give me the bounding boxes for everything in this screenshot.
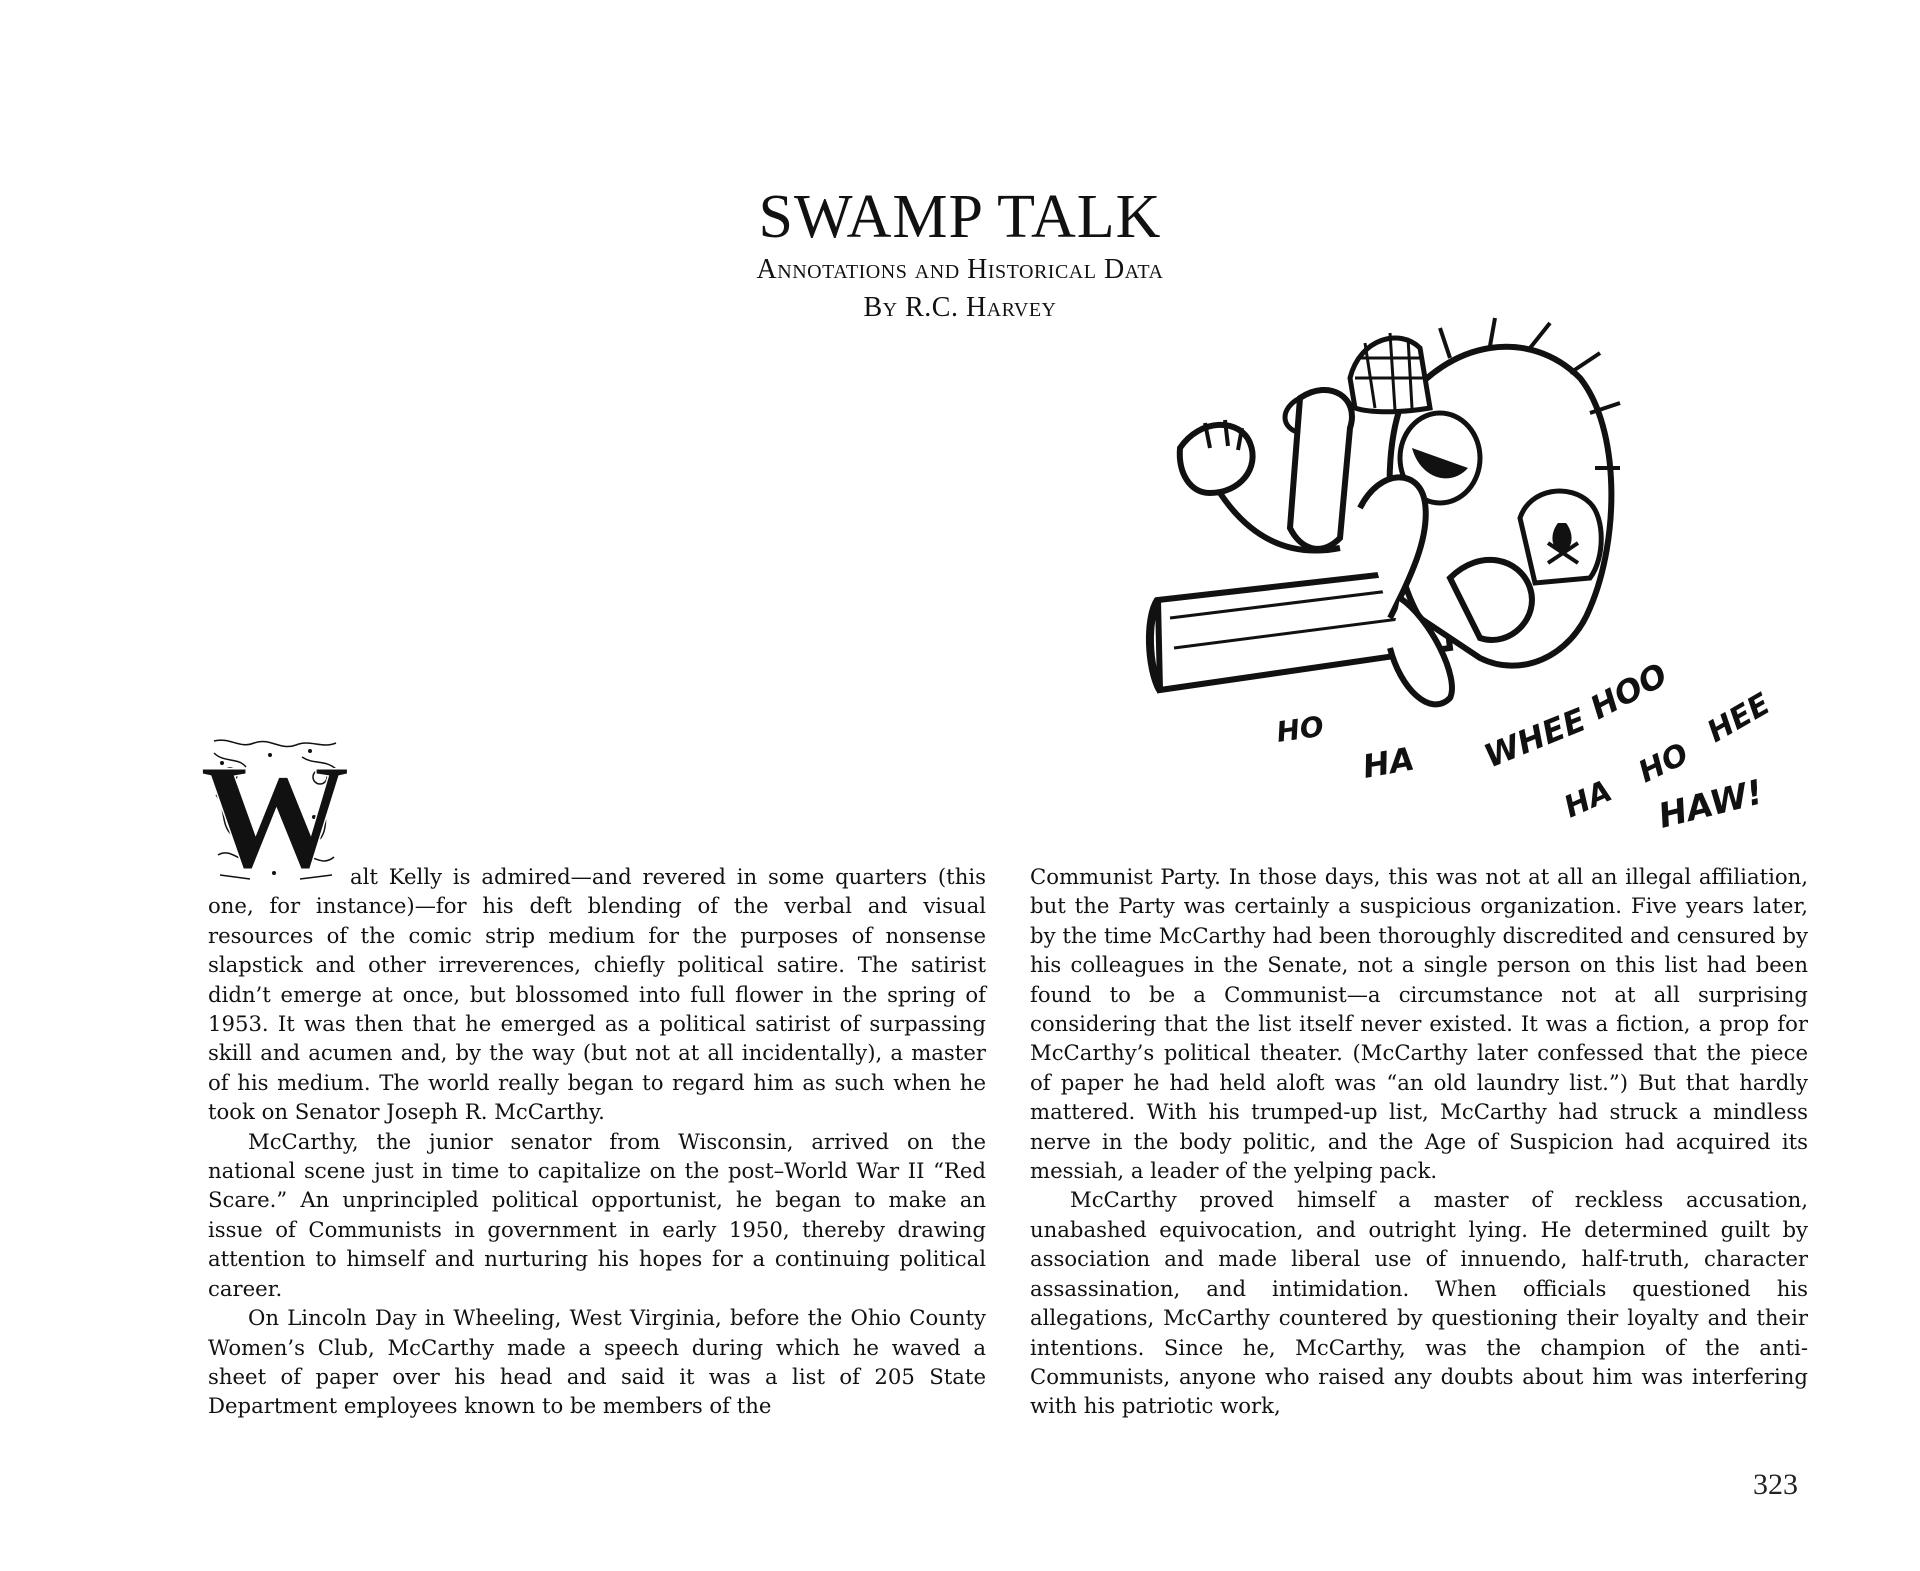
article-paragraph: On Lincoln Day in Wheeling, West Virginia, before the Ohio County Women’s Club, McCarthy made a speech during which he waved a sheet of paper over his head and said it was a list of 205 State Department employees known to be members of the [208, 1305, 986, 1419]
article-paragraph: McCarthy proved himself a master of reckless accusation, unabashed equivocation, and outright lying. He determined guilt by association and made liberal use of innuendo, half-truth, character assassination, and intimidation. When officials questioned his allegations, McCarthy countered by questioning their loyalty and their intentions. Since he, McCarthy, was the champion of the anti-Communists, anyone who raised any doubts about him was interfering with his patriotic work, [1030, 1187, 1808, 1419]
article-paragraph: Communist Party. In those days, this was not at all an illegal affiliation, but the Party was certainly a suspicious organization. Five years later, by the time McCarthy had been thoroughly discredited and censured by his colleagues in the Senate, not a single person on this list had been found to be a Communist—a circumstance not at all surprising considering that the list itself never existed. It was a fiction, a prop for McCarthy’s political theater. (McCarthy later confessed that the piece of paper he had held aloft was “an old laundry list.”) But that hardly mattered. With his trumped-up list, McCarthy had struck a mindless nerve in the body politic, and the Age of Suspicion had acquired its messiah, a leader of the yelping pack. [1030, 864, 1808, 1184]
page-subtitle: Annotations and Historical Data [756, 254, 1164, 285]
sound-word: HA [1559, 773, 1618, 826]
article-paragraph: McCarthy, the junior senator from Wisconsin, arrived on the national scene just in time to capitalize on the post–World War II “Red Scare.” An unprincipled political opportunist, he began to make an issue of Communists in government in early 1950, thereby drawing attention to himself and nurturing his hopes for a continuing political career. [208, 1128, 986, 1301]
dropcap-letter: W [200, 734, 350, 900]
sound-word: HO [1633, 736, 1695, 791]
article-column-left [208, 862, 986, 1421]
sound-word: HA [1359, 739, 1418, 786]
sound-word: WHEE [1478, 700, 1592, 776]
sound-word: HO [1274, 709, 1326, 749]
sound-word: HAW! [1654, 772, 1767, 837]
page-title: SWAMP TALK [758, 183, 1162, 251]
article-column-right [1030, 862, 1808, 1421]
cartoon-illustration [1150, 318, 1790, 837]
sound-word: HOO [1583, 655, 1674, 728]
sound-word: HEE [1701, 686, 1777, 750]
byline: By R.C. Harvey [863, 292, 1057, 323]
page-number: 323 [1753, 1468, 1798, 1501]
article-paragraph: alt Kelly is admired—and revered in some quarters (this one, for instance)—for his deft blending of the verbal and visual resources of the comic strip medium for the purposes of nonsense slapstick and other irreverences, chiefly political satire. The satirist didn’t emerge at once, but blossomed into full flower in the spring of 1953. It was then that he emerged as a political satirist of surpassing skill and acumen and, by the way (but not at all incidentally), a master of his medium. The world really began to regard him as such when he took on Senator Joseph R. McCarthy. [208, 864, 986, 1125]
